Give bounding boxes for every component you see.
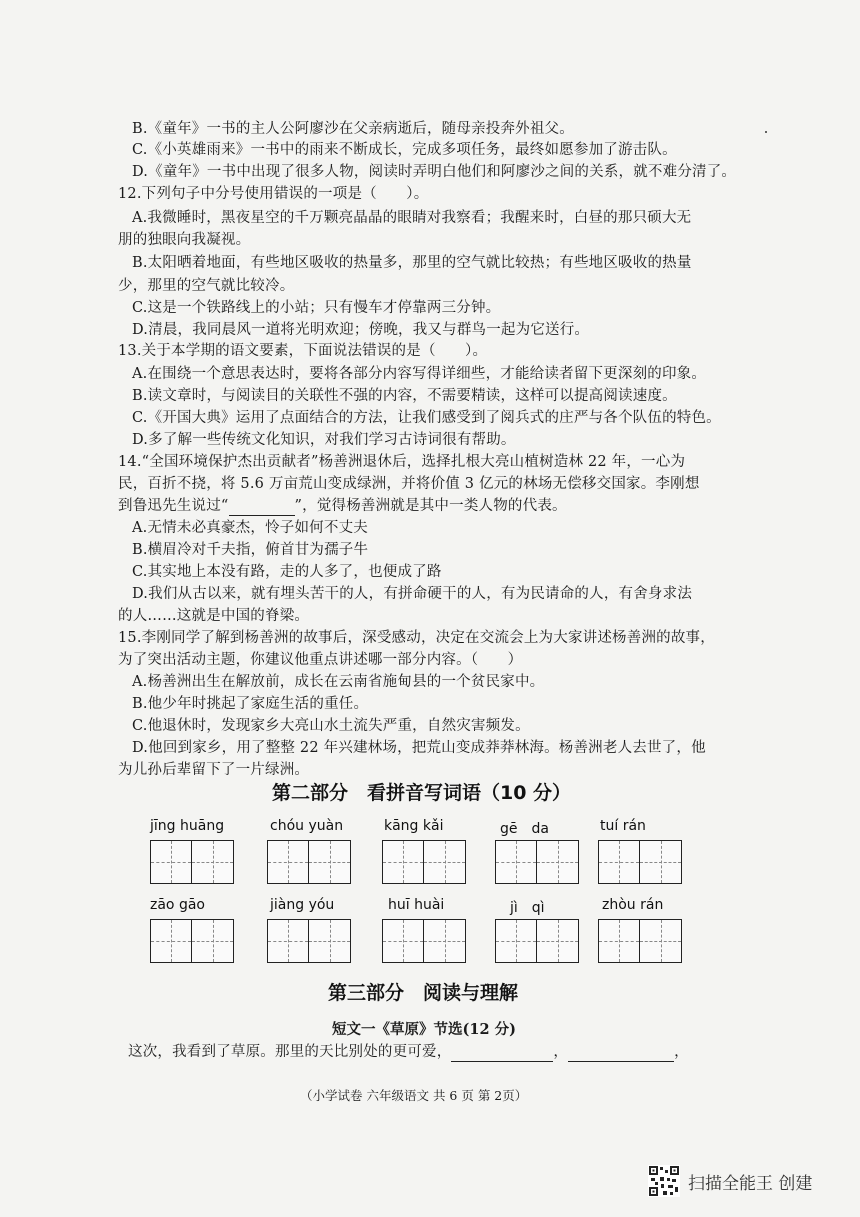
option-12a-cont: 朋的独眼向我凝视。 <box>118 232 251 248</box>
question-14-cont: 民，百折不挠，将 5.6 万亩荒山变成绿洲，并将价值 3 亿元的林场无偿移交国家。李刚想 <box>118 476 700 492</box>
passage-title: 短文一《草原》节选(12 分) <box>332 1021 516 1038</box>
pinyin-4: gē da <box>500 821 549 837</box>
option-11d: D.《童年》一书中出现了很多人物，阅读时弄明白他们和阿廖沙之间的关系，就不难分清了。 <box>132 164 737 180</box>
option-14a: A.无情未必真豪杰，怜子如何不丈夫 <box>132 520 368 536</box>
scanner-watermark <box>648 1165 812 1197</box>
option-15a: A.杨善洲出生在解放前，成长在云南省施甸县的一个贫民家中。 <box>132 674 545 690</box>
grid-cell[interactable] <box>424 920 465 962</box>
answer-grid-3[interactable] <box>382 840 466 884</box>
grid-cell[interactable] <box>151 920 192 962</box>
grid-cell[interactable] <box>309 920 350 962</box>
watermark-text: 扫描全能王 创建 <box>688 1173 813 1194</box>
option-12b: B.太阳晒着地面，有些地区吸收的热量多，那里的空气就比较热；有些地区吸收的热量 <box>132 255 692 271</box>
option-14c: C.其实地上本没有路，走的人多了，也便成了路 <box>132 564 442 580</box>
grid-cell[interactable] <box>496 841 537 883</box>
passage-text <box>128 1042 689 1062</box>
option-11b: B.《童年》一书的主人公阿廖沙在父亲病逝后，随母亲投奔外祖父。 <box>132 121 574 137</box>
answer-grid-5[interactable] <box>598 840 682 884</box>
pinyin-6: zāo gāo <box>150 897 205 913</box>
grid-cell[interactable] <box>640 841 681 883</box>
pinyin-9: jì qì <box>510 900 545 916</box>
answer-grid-6[interactable] <box>150 919 234 963</box>
option-14d-cont: 的人……这就是中国的脊梁。 <box>118 608 310 624</box>
option-13c: C.《开国大典》运用了点面结合的方法，让我们感受到了阅兵式的庄严与各个队伍的特色。 <box>132 410 721 426</box>
qr-code-icon <box>648 1165 680 1197</box>
question-14-prefix: 到鲁迅先生说过“ <box>118 498 229 514</box>
passage-comma-2: ， <box>674 1044 689 1060</box>
option-12b-cont: 少，那里的空气就比较冷。 <box>118 278 295 294</box>
grid-cell[interactable] <box>537 841 578 883</box>
option-15c: C.他退休时，发现家乡大亮山水土流失严重，自然灾害频发。 <box>132 718 530 734</box>
question-12: 12.下列句子中分号使用错误的一项是（ ）。 <box>118 186 429 202</box>
pinyin-7: jiàng yóu <box>270 897 335 913</box>
grid-cell[interactable] <box>496 920 537 962</box>
option-15d-cont: 为儿孙后辈留下了一片绿洲。 <box>118 762 310 778</box>
question-14-suffix: ”，觉得杨善洲就是其中一类人物的代表。 <box>294 498 567 514</box>
option-12d: D.清晨，我同晨风一道将光明欢迎；傍晚，我又与群鸟一起为它送行。 <box>132 322 590 338</box>
grid-cell[interactable] <box>192 841 233 883</box>
option-14d: D.我们从古以来，就有埋头苦干的人，有拼命硬干的人，有为民请命的人，有舍身求法 <box>132 586 693 602</box>
page-footer: （小学试卷 六年级语文 共 6 页 第 2页） <box>300 1088 528 1103</box>
grid-cell[interactable] <box>599 920 640 962</box>
answer-blank-passage-1[interactable] <box>451 1045 553 1062</box>
grid-cell[interactable] <box>640 920 681 962</box>
pinyin-5: tuí rán <box>600 818 646 834</box>
option-13d: D.多了解一些传统文化知识，对我们学习古诗词很有帮助。 <box>132 432 516 448</box>
section-2-title: 第二部分 看拼音写词语（10 分） <box>272 782 572 804</box>
option-13a: A.在围绕一个意思表达时，要将各部分内容写得详细些，才能给读者留下更深刻的印象。 <box>132 366 707 382</box>
grid-cell[interactable] <box>383 920 424 962</box>
answer-grid-9[interactable] <box>495 919 579 963</box>
answer-grid-4[interactable] <box>495 840 579 884</box>
section-3-title: 第三部分 阅读与理解 <box>328 982 519 1004</box>
pinyin-2: chóu yuàn <box>270 818 344 834</box>
answer-grid-8[interactable] <box>382 919 466 963</box>
grid-cell[interactable] <box>599 841 640 883</box>
option-14b: B.横眉冷对千夫指，俯首甘为孺子牛 <box>132 542 369 558</box>
answer-grid-2[interactable] <box>267 840 351 884</box>
pinyin-8: huī huài <box>388 897 445 913</box>
answer-blank-passage-2[interactable] <box>568 1045 674 1062</box>
grid-cell[interactable] <box>268 841 309 883</box>
option-13b: B.读文章时，与阅读目的关联性不强的内容，不需要精读，这样可以提高阅读速度。 <box>132 388 677 404</box>
grid-cell[interactable] <box>192 920 233 962</box>
question-15: 15.李刚同学了解到杨善洲的故事后，深受感动，决定在交流会上为大家讲述杨善洲的故事， <box>118 630 715 646</box>
grid-cell[interactable] <box>309 841 350 883</box>
option-11c: C.《小英雄雨来》一书中的雨来不断成长，完成多项任务，最终如愿参加了游击队。 <box>132 142 677 158</box>
answer-grid-7[interactable] <box>267 919 351 963</box>
grid-cell[interactable] <box>268 920 309 962</box>
option-15d: D.他回到家乡，用了整整 22 年兴建林场，把荒山变成莽莽林海。杨善洲老人去世了，他 <box>132 740 706 756</box>
passage-comma-1: ， <box>553 1044 569 1060</box>
option-12a: A.我微睡时，黑夜星空的千万颗亮晶晶的眼睛对我察看；我醒来时，白昼的那只硕大无 <box>132 210 692 226</box>
question-14-blank-line <box>118 496 567 516</box>
scan-speck <box>765 131 767 133</box>
grid-cell[interactable] <box>424 841 465 883</box>
answer-grid-10[interactable] <box>598 919 682 963</box>
question-13: 13.关于本学期的语文要素，下面说法错误的是（ ）。 <box>118 343 488 359</box>
option-15b: B.他少年时挑起了家庭生活的重任。 <box>132 696 369 712</box>
question-14: 14.“全国环境保护杰出贡献者”杨善洲退休后，选择扎根大亮山植树造林 22 年，一心为 <box>118 454 686 470</box>
pinyin-3: kāng kǎi <box>384 818 444 834</box>
grid-cell[interactable] <box>537 920 578 962</box>
option-12c: C.这是一个铁路线上的小站；只有慢车才停靠两三分钟。 <box>132 300 501 316</box>
question-15-cont: 为了突出活动主题，你建议他重点讲述哪一部分内容。（ ） <box>118 652 523 668</box>
answer-grid-1[interactable] <box>150 840 234 884</box>
grid-cell[interactable] <box>151 841 192 883</box>
pinyin-1: jīng huāng <box>150 818 225 834</box>
passage-start: 这次，我看到了草原。那里的天比别处的更可爱， <box>128 1044 452 1060</box>
grid-cell[interactable] <box>383 841 424 883</box>
pinyin-10: zhòu rán <box>602 897 664 913</box>
answer-blank-14[interactable] <box>229 499 295 516</box>
